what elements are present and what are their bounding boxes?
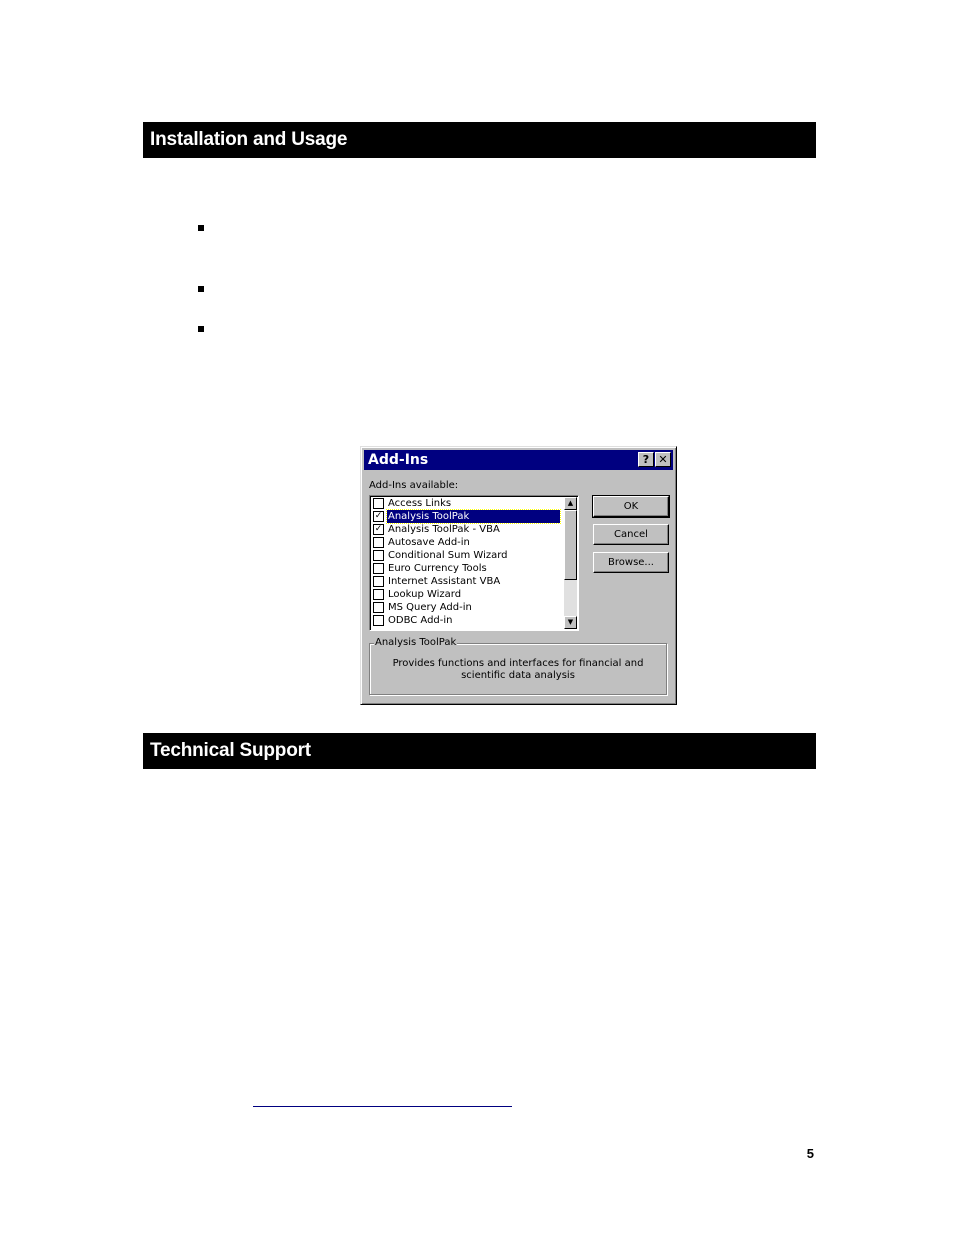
list-item[interactable] bbox=[372, 549, 562, 562]
section-heading-installation: Installation and Usage bbox=[143, 122, 816, 158]
list-item-label: Access Links bbox=[388, 498, 452, 509]
list-item-label: MS Query Add-in bbox=[388, 602, 472, 613]
list-item-label: ODBC Add-in bbox=[388, 615, 453, 626]
list-item[interactable] bbox=[372, 523, 562, 536]
checkbox[interactable] bbox=[373, 576, 384, 587]
scroll-thumb[interactable] bbox=[564, 510, 577, 580]
hyperlink-underline[interactable] bbox=[253, 1106, 512, 1107]
list-item[interactable] bbox=[372, 562, 562, 575]
list-item[interactable] bbox=[372, 510, 562, 523]
list-item-label: Euro Currency Tools bbox=[388, 563, 487, 574]
description-groupbox bbox=[369, 637, 667, 695]
list-item[interactable] bbox=[372, 497, 562, 510]
list-item-label: Lookup Wizard bbox=[388, 589, 462, 600]
scroll-down-button[interactable]: ▼ bbox=[564, 616, 577, 629]
list-item-label-selected: Analysis ToolPak bbox=[387, 510, 560, 523]
ok-button[interactable]: OK bbox=[593, 496, 669, 517]
page-number: 5 bbox=[806, 1146, 814, 1161]
close-button[interactable]: ✕ bbox=[655, 452, 671, 467]
list-item-label: Conditional Sum Wizard bbox=[388, 550, 508, 561]
vertical-scrollbar[interactable] bbox=[564, 497, 577, 629]
add-ins-available-label: Add-Ins available: bbox=[369, 480, 459, 491]
checkbox[interactable] bbox=[373, 537, 384, 548]
dialog-title: Add-Ins bbox=[368, 452, 429, 468]
checkbox[interactable] bbox=[373, 602, 384, 613]
checkbox[interactable] bbox=[373, 615, 384, 626]
section-heading-technical-support: Technical Support bbox=[143, 733, 816, 769]
checkbox[interactable] bbox=[373, 498, 384, 509]
list-item-label: Autosave Add-in bbox=[388, 537, 470, 548]
bullet-marker bbox=[198, 326, 204, 332]
add-in-description: Provides functions and interfaces for financial and scientific data analysis bbox=[392, 658, 644, 681]
add-ins-dialog bbox=[360, 446, 677, 705]
list-item[interactable] bbox=[372, 575, 562, 588]
list-item[interactable] bbox=[372, 614, 562, 627]
list-item[interactable] bbox=[372, 588, 562, 601]
list-item[interactable] bbox=[372, 601, 562, 614]
list-item[interactable] bbox=[372, 536, 562, 549]
checkbox[interactable] bbox=[373, 589, 384, 600]
dialog-titlebar bbox=[364, 450, 673, 470]
checkbox[interactable] bbox=[373, 563, 384, 574]
cancel-button[interactable]: Cancel bbox=[593, 524, 669, 545]
bullet-marker bbox=[198, 225, 204, 231]
checkbox[interactable]: ✓ bbox=[374, 511, 383, 521]
checkbox[interactable]: ✓ bbox=[374, 524, 383, 534]
help-button[interactable]: ? bbox=[638, 452, 654, 467]
checkbox[interactable] bbox=[373, 550, 384, 561]
list-item-label: Analysis ToolPak - VBA bbox=[388, 524, 500, 535]
scroll-up-button[interactable]: ▲ bbox=[564, 497, 577, 510]
bullet-marker bbox=[198, 286, 204, 292]
groupbox-legend: Analysis ToolPak bbox=[375, 637, 457, 648]
browse-button[interactable]: Browse... bbox=[593, 552, 669, 573]
list-item-label: Internet Assistant VBA bbox=[388, 576, 501, 587]
add-ins-listbox[interactable] bbox=[369, 495, 579, 631]
